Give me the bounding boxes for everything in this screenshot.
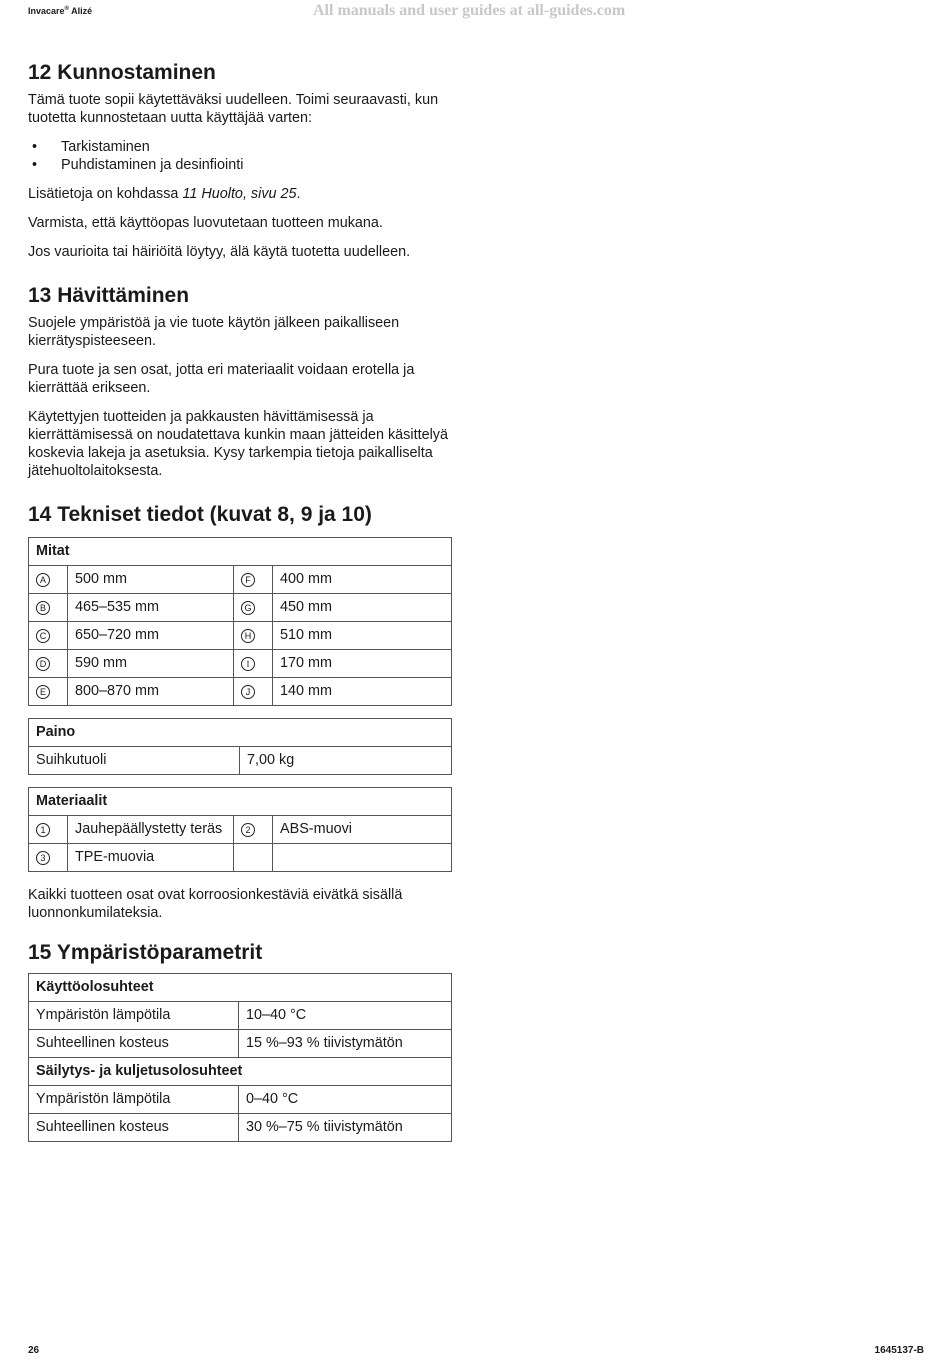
header-brand (28, 6, 92, 16)
dimension-value: 450 mm (273, 593, 452, 621)
circled-letter-marker: I (241, 657, 255, 671)
circled-letter-marker: E (36, 685, 50, 699)
page-number: 26 (28, 1345, 40, 1356)
bullet-item: • Tarkistaminen (28, 138, 452, 156)
table-row (29, 1029, 452, 1057)
section-12-paragraph: Jos vaurioita tai häiriöitä löytyy, älä käytä tuotetta uudelleen. (28, 244, 411, 261)
section-13-paragraph: Suojele ympäristöä ja vie tuote käytön jälkeen paikalliseen kierrätyspisteeseen. (28, 315, 400, 350)
brand-name: Invacare (28, 6, 65, 16)
table-row (29, 649, 452, 677)
brand-registered-mark: ® (64, 6, 69, 12)
table-row (29, 565, 452, 593)
parameter-value: 30 %–75 % tiivistymätön (239, 1113, 452, 1141)
parameter-label: Ympäristön lämpötila (29, 1085, 239, 1113)
section-12-paragraph: Varmista, että käyttöopas luovutetaan tuotteen mukana. (28, 215, 383, 232)
dimension-value: 170 mm (273, 649, 452, 677)
dimension-value: 650–720 mm (68, 621, 234, 649)
parameter-value: 15 %–93 % tiivistymätön (239, 1029, 452, 1057)
environment-table (28, 973, 452, 1142)
circled-letter-marker: H (241, 629, 255, 643)
material-value: TPE-muovia (68, 843, 234, 871)
section-12-title: 12 Kunnostaminen (28, 61, 216, 84)
reference-suffix: . (296, 186, 301, 203)
dimension-value: 590 mm (68, 649, 234, 677)
section-12-intro: Tämä tuote sopii käytettäväksi uudelleen. Toimi seuraavasti, kun tuotetta kunnostetaan uutta käyttäjää varten: (28, 92, 439, 127)
section-12-bullets (28, 138, 452, 174)
table-row (29, 815, 452, 843)
materials-table (28, 787, 452, 872)
weight-table-header: Paino (29, 718, 452, 746)
document-number: 1645137-B (874, 1345, 924, 1356)
section-12-reference (28, 185, 452, 203)
circled-number-marker: 2 (241, 823, 255, 837)
dimension-value: 465–535 mm (68, 593, 234, 621)
bullet-item: • Puhdistaminen ja desinfiointi (28, 156, 452, 174)
empty-cell (234, 843, 273, 871)
section-13-title: 13 Hävittäminen (28, 284, 190, 308)
weight-label: Suihkutuoli (29, 746, 240, 774)
table-row (29, 593, 452, 621)
parameter-label: Suhteellinen kosteus (29, 1029, 239, 1057)
main-column (28, 60, 452, 1154)
parameter-value: 0–40 °C (239, 1085, 452, 1113)
parameter-label: Suhteellinen kosteus (29, 1113, 239, 1141)
circled-letter-marker: F (241, 573, 255, 587)
table-row (29, 677, 452, 705)
circled-letter-marker: D (36, 657, 50, 671)
operating-conditions-header: Käyttöolosuhteet (29, 973, 452, 1001)
materials-table-header: Materiaalit (29, 787, 452, 815)
section-15-title: 15 Ympäristöparametrit (28, 940, 263, 964)
dimensions-table (28, 537, 452, 706)
dimensions-table-header: Mitat (29, 537, 452, 565)
section-13 (28, 283, 452, 480)
weight-table (28, 718, 452, 775)
material-value: Jauhepäällystetty teräs (68, 815, 234, 843)
table-row (29, 1113, 452, 1141)
empty-cell (273, 843, 452, 871)
dimension-value: 500 mm (68, 565, 234, 593)
circled-number-marker: 3 (36, 851, 50, 865)
circled-number-marker: 1 (36, 823, 50, 837)
circled-letter-marker: B (36, 601, 50, 615)
circled-letter-marker: J (241, 685, 255, 699)
dimension-value: 400 mm (273, 565, 452, 593)
material-value: ABS-muovi (273, 815, 452, 843)
section-14-title: 14 Tekniset tiedot (kuvat 8, 9 ja 10) (28, 503, 372, 527)
dimension-value: 140 mm (273, 677, 452, 705)
weight-value: 7,00 kg (240, 746, 452, 774)
storage-conditions-header: Säilytys- ja kuljetusolosuhteet (29, 1057, 452, 1085)
table-row (29, 843, 452, 871)
section-14 (28, 502, 452, 921)
circled-letter-marker: C (36, 629, 50, 643)
section-14-note: Kaikki tuotteen osat ovat korroosionkestäviä eivätkä sisällä luonnonkumilateksia. (28, 886, 403, 921)
table-row (29, 746, 452, 774)
reference-link[interactable]: 11 Huolto, sivu 25 (182, 186, 297, 203)
dimension-value: 510 mm (273, 621, 452, 649)
table-row (29, 1001, 452, 1029)
dimension-value: 800–870 mm (68, 677, 234, 705)
parameter-label: Ympäristön lämpötila (29, 1001, 239, 1029)
section-13-paragraph: Käytettyjen tuotteiden ja pakkausten hävittämisessä ja kierrättämisessä on noudatettava kunkin maan jätteiden käsittelyä koskevia lakeja ja asetuksia. Kysy tarkempia tietoja paikalliselta jätehuoltolaitoksesta. (28, 409, 448, 480)
section-12 (28, 60, 452, 261)
section-15 (28, 940, 452, 1142)
circled-letter-marker: G (241, 601, 255, 615)
watermark: All manuals and user guides at all-guides.com (313, 2, 626, 19)
reference-prefix: Lisätietoja on kohdassa (28, 186, 183, 203)
section-13-paragraph: Pura tuote ja sen osat, jotta eri materiaalit voidaan erotella ja kierrättää erikseen. (28, 362, 415, 397)
table-row (29, 1085, 452, 1113)
parameter-value: 10–40 °C (239, 1001, 452, 1029)
product-name: Alizé (71, 6, 93, 16)
circled-letter-marker: A (36, 573, 50, 587)
table-row (29, 621, 452, 649)
